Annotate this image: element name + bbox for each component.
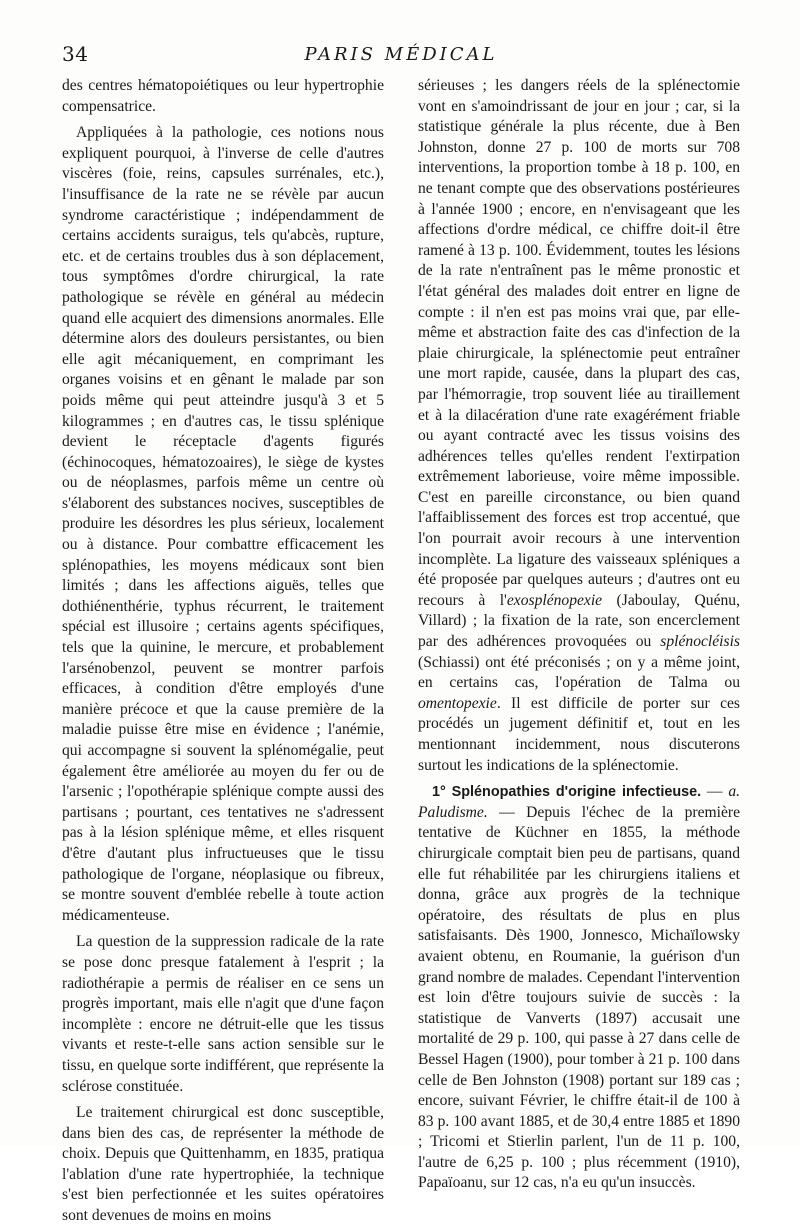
page-number: 34 — [62, 42, 89, 66]
heading-dash: — — [701, 783, 729, 801]
paragraph-text: sérieuses ; les dangers réels de la splénectomie vont en s'amoindrissant de jour en jour ; car, si la statistique générale la plus récente, due à Ben Johnston, donne 27 p. 100 de morts sur 708 interventions, la proportion tombe à 18 p. 100, en ne tenant compte que des observations postérieures à l'année 1900 ; encore, en n'envisageant que les affections d'ordre médical, ce chiffre doit-il être ramené à 13 p. 100. Évidemment, toutes les lésions de la rate n'entraînent pas le même pronostic et l'état général des malades doit entrer en ligne de compte : il n'en est pas moins vrai que, par elle-même et abstraction faite des cas d'infection de la plaie chirurgicale, la splénectomie peut entraîner une mort rapide, causée, dans la plupart des cas, par l'hémorragie, trop souvent liée au tiraillement et à la dilacération d'une rate exagérément friable ou ayant contracté avec les tissus voisins des adhérences telles qu'elles rendent l'extirpation extrêmement laborieuse, voire même impossible. C'est en pareille circonstance, ou bien quand l'affaiblissement des forces est trop accentué, que l'on pourrait avoir recours à une intervention incomplète. La ligature des vaisseaux spléniques a été proposée par quelques auteurs ; d'autres ont eu recours à l' — [418, 77, 740, 609]
right-column — [418, 76, 740, 1227]
term-omentopexie: omentopexie — [418, 694, 497, 712]
term-splenocleisis: splénocléisis — [660, 633, 740, 651]
paragraph-text: (Jaboulay, Quénu, Villard) ; la fixation de la rate, son encerclement par des adhérences provoquées ou — [418, 591, 740, 651]
paragraph — [418, 782, 740, 1194]
running-title: PARIS MÉDICAL — [304, 44, 498, 65]
left-column — [62, 76, 384, 1227]
paragraph-text: . Il est difficile de porter sur ces procédés un jugement définitif et, tout en les mentionnant incidemment, nous discuterons surtout les indications de la splénectomie. — [418, 694, 740, 774]
paragraph-text: (Schiassi) ont été préconisés ; on y a même joint, en certains cas, l'opération de Talma ou — [418, 653, 740, 692]
paragraph: Le traitement chirurgical est donc susceptible, dans bien des cas, de représenter la méthode de choix. Depuis que Quittenhamm, en 1835, pratiqua l'ablation d'une rate hypertrophiée, la technique s'est bien perfectionnée et les suites opératoires sont devenues de moins en moins — [62, 1104, 384, 1225]
subsection-run-in: a. Paludisme. — [418, 783, 741, 821]
paragraph: La question de la suppression radicale de la rate se pose donc presque fatalement à l'esprit ; la radiothérapie a permis de réaliser en ce sens un progrès important, mais elle n'agit que d'une façon incomplète : encore ne détruit-elle que les tissus vivants et reste-t-elle sans action sensible sur le tissu, en quelque sorte indifférent, que représente la sclérose constituée. — [62, 933, 384, 1095]
paragraph: Appliquées à la pathologie, ces notions nous expliquent pourquoi, à l'inverse de celle d'autres viscères (foie, reins, capsules surrénales, etc.), l'insuffisance de la rate ne se révèle par aucun syndrome caractéristique ; indépendamment de certains accidents suraigus, tels qu'abcès, rupture, etc. et de certains troubles dus à son déplacement, tous symptômes d'ordre chirurgical, la rate pathologique se révèle en général au médecin quand elle acquiert des dimensions anormales. Elle détermine alors des douleurs persistantes, ou bien elle agit mécaniquement, en comprimant les organes voisins et en gênant le malade par son poids même qui peut atteindre jusqu'à 3 et 5 kilogrammes ; en d'autres cas, le tissu splénique devient le réceptacle d'agents figurés (échinocoques, hématozoaires), le siège de kystes ou de néoplasmes, parfois même un centre où s'élaborent des substances nocives, susceptibles de produire les désordres les plus sérieux, localement ou à distance. Pour combattre efficacement les splénopathies, les moyens médicaux sont bien limités ; dans les affections aiguës, telles que dothiénenthérie, typhus récurrent, le traitement spécial est illusoire ; certains agents spécifiques, tels que la quinine, le mercure, et probablement l'arsénobenzol, peuvent se montrer parfois efficaces, à condition d'être employés d'une manière précoce et que la cause première de la maladie puisse être mise en évidence ; l'anémie, qui accompagne si souvent la splénomégalie, peut également être améliorée au moyen du fer ou de l'arsenic ; l'opothérapie splénique compte aussi des partisans ; pourtant, ces tentatives ne s'adressent pas à la lésion splénique même, et elles risquent d'être d'autant plus infructueuses que le tissu pathologique de l'organe, néoplasique ou fibreux, se montre souvent d'emblée rebelle à toute action médicamenteuse. — [62, 124, 384, 924]
page-header — [62, 42, 740, 72]
section-heading: 1° Splénopathies d'origine infectieuse. — [432, 784, 702, 801]
term-exosplenopexie: exosplénopexie — [506, 591, 603, 609]
paragraph — [418, 76, 740, 776]
text-columns — [62, 76, 740, 1227]
paragraph-text: — Depuis l'échec de la première tentative de Küchner en 1855, la méthode chirurgicale comptait bien peu de partisans, quand elle fut réhabilitée par les chirurgiens italiens et donna, grâce aux progrès de la technique opératoire, des résultats de plus en plus satisfaisants. Dès 1900, Jonnesco, Michaïlowsky avaient obtenu, en Roumanie, la guérison d'un grand nombre de malades. Cependant l'intervention est loin d'être toujours suivie de succès : la statistique de Vanverts (1897) accusait une mortalité de 29 p. 100, qui passe à 27 dans celle de Bessel Hagen (1900), pour tomber à 21 p. 100 dans celle de Ben Johnston (1908) portant sur 189 cas ; encore, suivant Février, le chiffre était-il de 100 à 83 p. 100 avant 1885, et de 30,4 entre 1885 et 1890 ; Tricomi et Stierlin parlent, l'un de 11 p. 100, l'autre de 6,25 p. 100 ; plus récemment (1910), Papaïoanu, sur 12 cas, n'a eu qu'un insuccès. — [418, 803, 740, 1192]
paragraph: des centres hématopoiétiques ou leur hypertrophie compensatrice. — [62, 77, 384, 115]
